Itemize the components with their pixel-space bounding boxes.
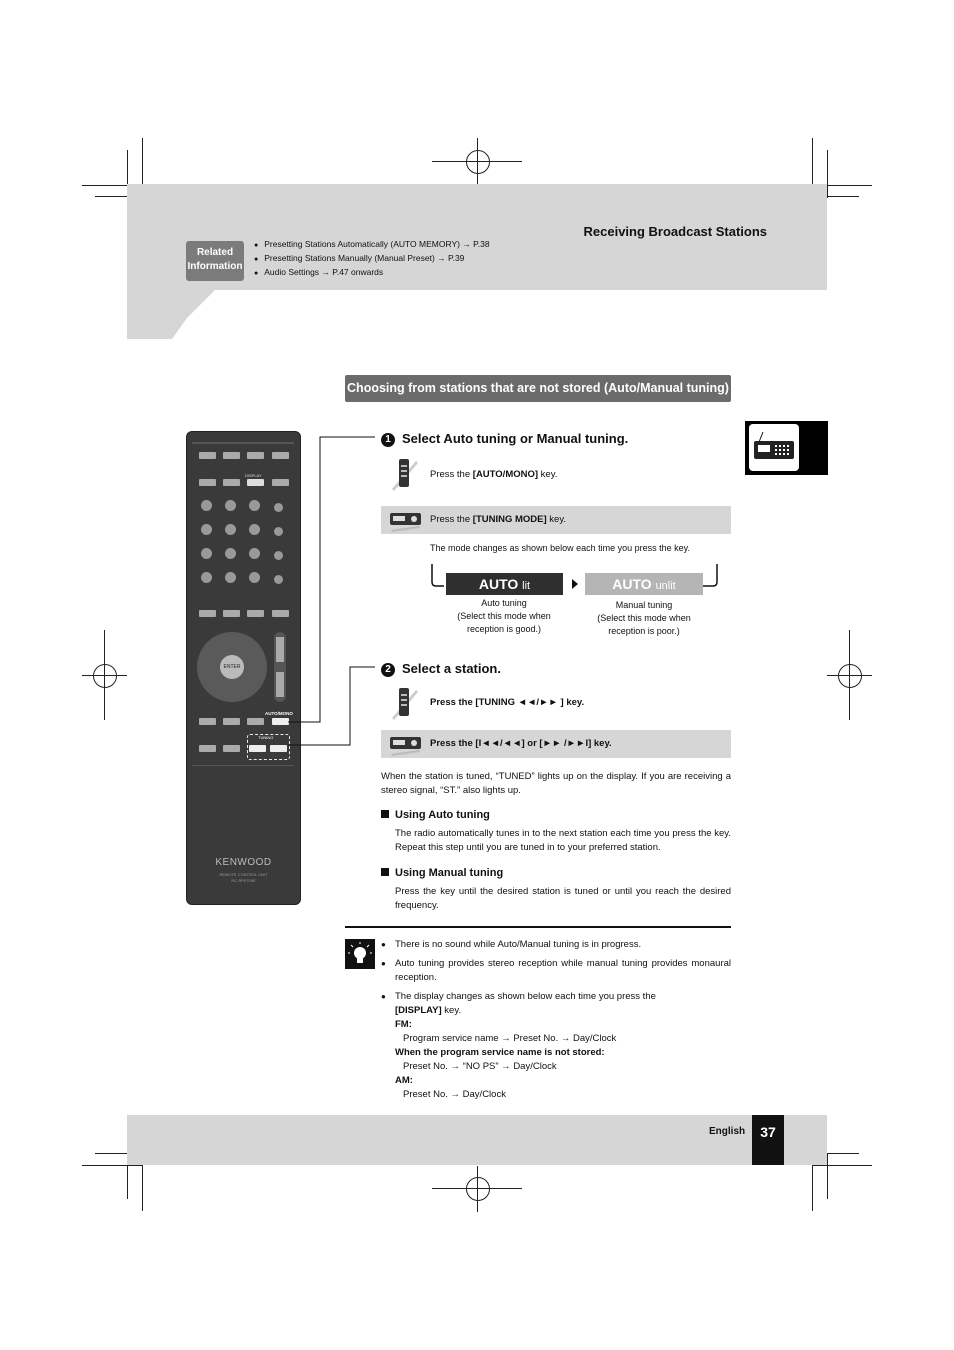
note-text: There is no sound while Auto/Manual tuning is in progress.: [395, 939, 642, 950]
text-fragment: key.: [538, 469, 558, 480]
step1-note: The mode changes as shown below each time you press the key.: [430, 543, 690, 553]
display-sub: unlit: [655, 580, 676, 592]
display-main: AUTO: [612, 576, 652, 592]
related-item[interactable]: ● Presetting Stations Manually (Manual Preset) → P.39: [254, 252, 490, 266]
step-number: 1: [381, 433, 395, 447]
related-item[interactable]: ● Presetting Stations Automatically (AUTO MEMORY) → P.38: [254, 238, 490, 252]
key-name: [TUNING MODE]: [472, 514, 547, 525]
auto-caption: [440, 597, 568, 636]
caption-line: (Select this mode when: [597, 613, 691, 623]
notes-list: [381, 938, 731, 1102]
manual-tuning-heading: [381, 867, 503, 879]
am-sequence: Preset No. → Day/Clock: [403, 1089, 506, 1100]
step1-title-text: Select Auto tuning or Manual tuning.: [402, 431, 629, 446]
step2-title: [381, 661, 501, 677]
footer-band: [127, 1115, 827, 1165]
note-text: The display changes as shown below each time you press the: [395, 991, 656, 1002]
display-label: DISPLAY: [245, 473, 262, 478]
text-fragment: key.: [546, 514, 567, 525]
step2-title-text: Select a station.: [402, 661, 501, 676]
auto-tuning-text: The radio automatically tunes in to the next station each time you press the key. Repeat this step until you are tuned in to your preferred station.: [395, 828, 731, 853]
fm-label: FM:: [395, 1019, 412, 1030]
nostore-sequence: Preset No. → “NO PS” → Day/Clock: [403, 1061, 557, 1072]
step1-title: [381, 431, 628, 447]
nostore-label: When the program service name is not stored:: [395, 1047, 605, 1058]
language-label: English: [709, 1126, 746, 1137]
key-name: [AUTO/MONO]: [472, 469, 539, 480]
caption-line: Auto tuning: [481, 598, 527, 608]
step-number: 2: [381, 663, 395, 677]
fm-sequence: Program service name → Preset No. → Day/Clock: [403, 1033, 617, 1044]
square-bullet-icon: [381, 868, 389, 876]
heading-text: Using Manual tuning: [395, 867, 504, 879]
manual-caption: [580, 599, 708, 638]
note-text: Auto tuning provides stereo reception while manual tuning provides monaural reception.: [395, 958, 731, 983]
display-main: AUTO: [478, 576, 519, 592]
related-label: Related: [196, 247, 234, 258]
note-item: [381, 990, 731, 1018]
auto-mono-label: AUTO/MONO: [265, 711, 293, 716]
enter-button: ENTER: [220, 655, 244, 679]
notes-divider: [345, 926, 731, 928]
information-label: Information: [187, 261, 243, 272]
auto-lit-display: [446, 573, 563, 595]
step2-unit-instruction: Press the [I◄◄/◄◄] or [►► /►►I] key.: [430, 738, 612, 749]
remote-icon: [388, 686, 420, 720]
auto-tuning-heading: [381, 809, 490, 821]
am-label: AM:: [395, 1075, 413, 1086]
step1-unit-instruction: [430, 514, 566, 525]
text-fragment: Press the: [430, 469, 473, 480]
key-name: [DISPLAY]: [395, 1005, 442, 1016]
note-text: key.: [441, 1005, 461, 1016]
note-item: [381, 938, 731, 952]
model-line: REMOTE CONTROL UNIT: [219, 872, 268, 877]
display-sub: lit: [522, 580, 531, 592]
step2-remote-instruction: Press the [TUNING ◄◄/►► ] key.: [430, 697, 585, 708]
caption-line: reception is poor.): [608, 626, 680, 636]
tuned-description: When the station is tuned, “TUNED” lights up on the display. If you are receiving a stereo signal, “ST.” also lights up.: [381, 771, 731, 796]
main-unit-icon: [389, 508, 423, 532]
manual-tuning-text: Press the key until the desired station is tuned or until you reach the desired frequency.: [395, 886, 731, 911]
caption-line: (Select this mode when: [457, 611, 551, 621]
section-title: Receiving Broadcast Stations: [583, 224, 767, 239]
auto-unlit-display: [585, 573, 703, 595]
page-number: 37: [752, 1115, 784, 1165]
tuning-label: TUNING: [258, 735, 274, 740]
caption-line: reception is good.): [466, 624, 542, 634]
step1-remote-instruction: [430, 469, 557, 480]
square-bullet-icon: [381, 810, 389, 818]
model-line: RC-RP0709E: [231, 878, 256, 883]
main-unit-icon: [389, 732, 423, 756]
topic-banner: Choosing from stations that are not stored (Auto/Manual tuning): [345, 375, 731, 402]
brand-logo: KENWOOD: [215, 857, 272, 868]
caption-line: Manual tuning: [615, 600, 673, 610]
related-item[interactable]: ● Audio Settings → P.47 onwards: [254, 266, 490, 280]
lightbulb-icon: [345, 939, 375, 969]
bullet-icon: ●: [381, 940, 386, 949]
remote-icon: [388, 457, 420, 491]
bullet-icon: ●: [381, 959, 386, 968]
heading-text: Using Auto tuning: [395, 809, 490, 821]
note-item: [381, 957, 731, 985]
text-fragment: Press the: [430, 514, 473, 525]
bullet-icon: ●: [381, 992, 386, 1001]
